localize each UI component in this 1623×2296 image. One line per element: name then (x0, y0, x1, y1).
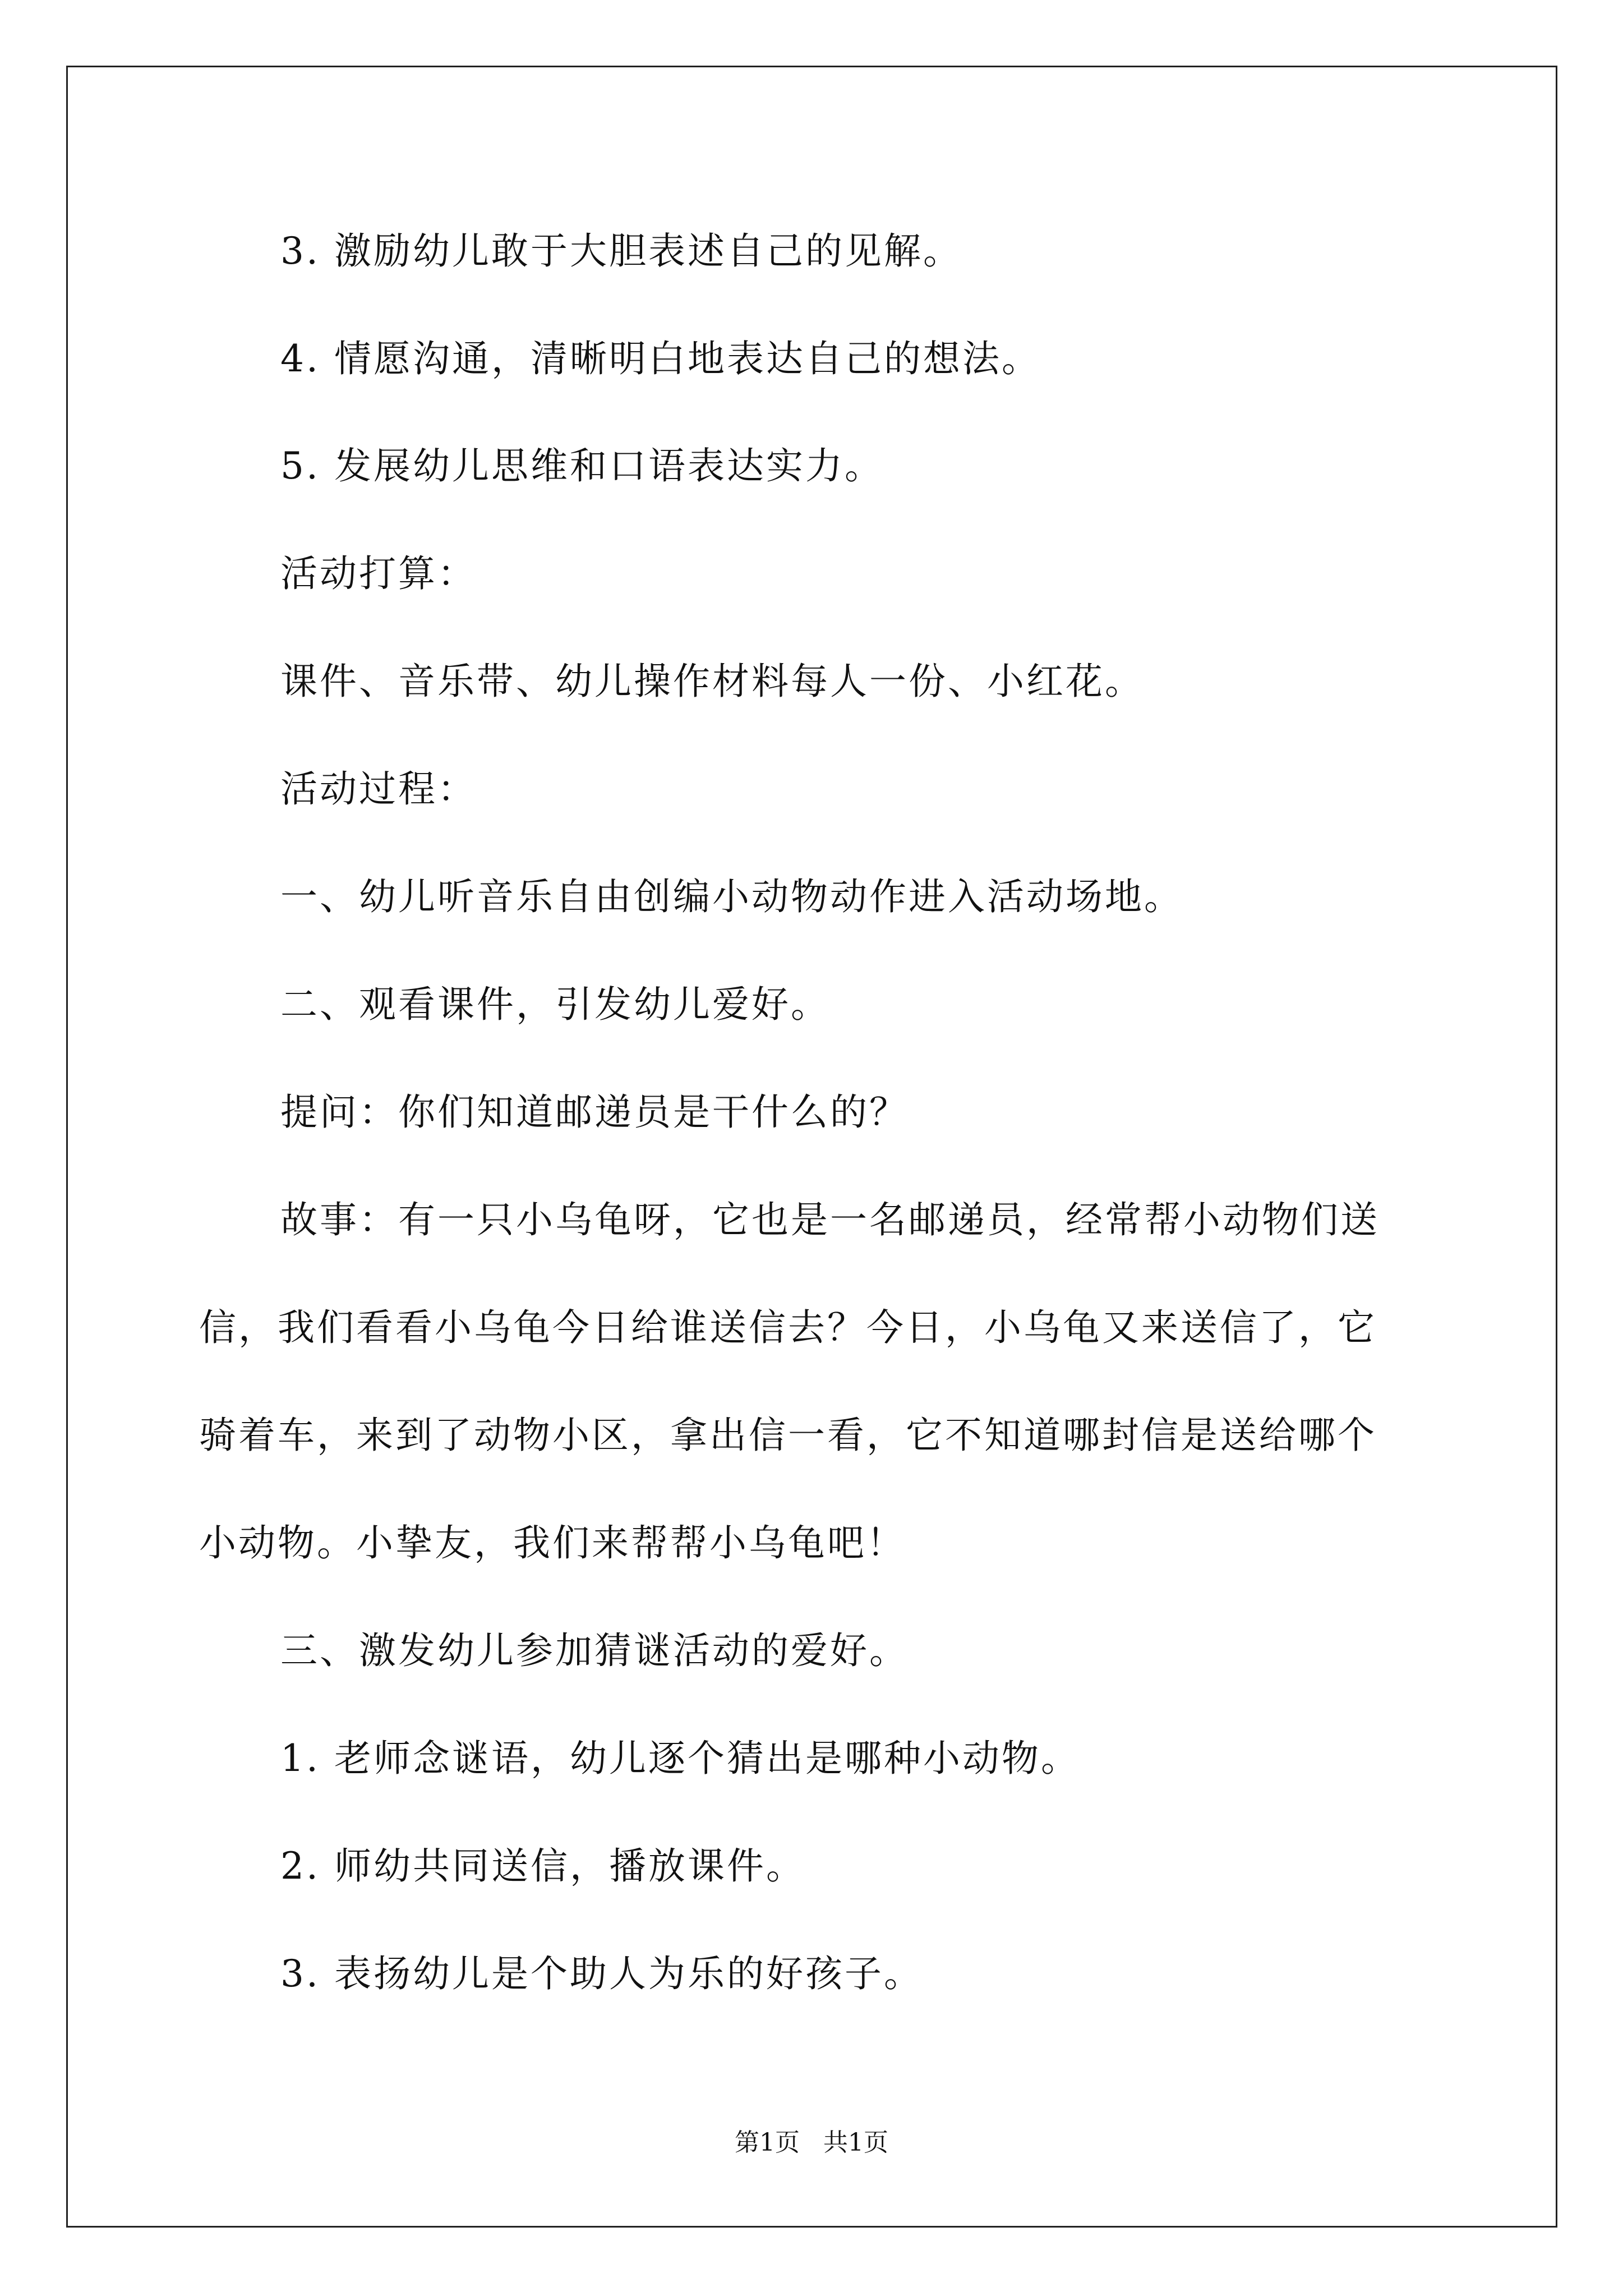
text-line-7: 一、幼儿听音乐自由创编小动物动作进入活动场地。 (280, 875, 1183, 918)
text-line-9: 提问：你们知道邮递员是干什么的？ (280, 1091, 909, 1134)
text-line-16: 2. 师幼共同送信，播放课件。 (280, 1844, 805, 1888)
text-line-10: 故事：有一只小乌龟呀，它也是一名邮递员，经常帮小动物们送 (280, 1198, 1380, 1241)
text-line-5: 课件、音乐带、幼儿操作材料每人一份、小红花。 (280, 660, 1144, 703)
text-line-4: 活动打算： (280, 552, 477, 595)
text-line-11: 信，我们看看小乌龟今日给谁送信去？今日，小乌龟又来送信了，它 (199, 1306, 1377, 1349)
text-line-3: 5. 发展幼儿思维和口语表达实力。 (280, 444, 884, 487)
text-line-2: 4. 情愿沟通，清晰明白地表达自己的想法。 (280, 337, 1041, 380)
page-footer: 第1页 共1页 (735, 2128, 888, 2157)
text-line-12: 骑着车，来到了动物小区，拿出信一看，它不知道哪封信是送给哪个 (199, 1414, 1377, 1457)
text-line-15: 1. 老师念谜语，幼儿逐个猜出是哪种小动物。 (280, 1737, 1080, 1780)
text-line-13: 小动物。小挚友，我们来帮帮小乌龟吧！ (199, 1521, 906, 1565)
text-line-8: 二、观看课件，引发幼儿爱好。 (280, 983, 830, 1026)
text-line-6: 活动过程： (280, 767, 477, 811)
page-border (66, 66, 1557, 2228)
text-line-1: 3. 激励幼儿敢于大胆表述自己的见解。 (280, 229, 962, 273)
text-line-17: 3. 表扬幼儿是个助人为乐的好孩子。 (280, 1952, 923, 1995)
text-line-14: 三、激发幼儿参加猜谜活动的爱好。 (280, 1629, 909, 1672)
